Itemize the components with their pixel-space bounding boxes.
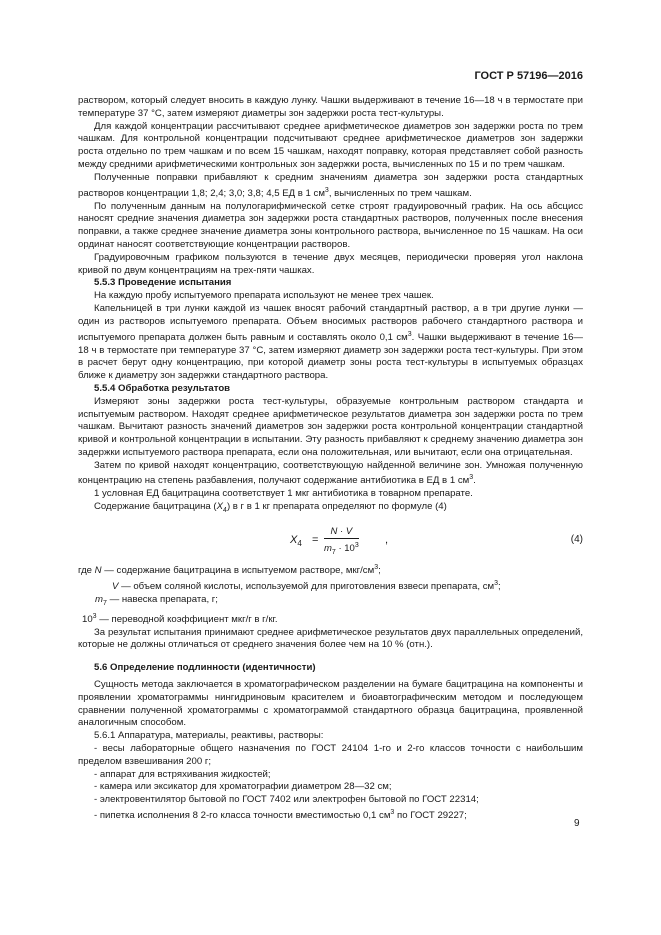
paragraph: По полученным данным на полулогарифмической сетке строят градуировочный график. На ось абсцисс наносят средние значения диаметра зон задержки роста стандартных растворов, полученных после внесения поправки, а также среднее значение диаметра зоны контрольного раствора, вычисленное по 15 чашкам. На оси ординат наносят соответствующие концентрации растворов. — [78, 200, 583, 250]
list-item: - пипетка исполнения 8 2-го класса точности вместимостью 0,1 $см^3$ по ГОСТ 29227; — [94, 808, 467, 822]
paragraph: Для каждой концентрации рассчитывают среднее арифметическое диаметров зон задержки роста по трем чашкам. Для контрольной концентрации подсчитывают среднее арифметическое диаметров зон задержки роста отдельно по трем чашкам и по всем 15 чашкам, находят поправку, которая представляет собой разность между средними арифметическими контрольных зон задержки роста, вычисленных по 15 и по трем чашкам. — [78, 120, 583, 170]
paragraph: Содержание бацитрацина $(X_4)$ в г в 1 кг препарата определяют по формуле (4) — [94, 501, 447, 515]
paragraph: Затем по кривой находят концентрацию, соответствующую найденной величине зон. Умножая полученную концентрацию на степень разбавления, получают содержание антибиотика в ЕД в 1 $см^3$. — [78, 459, 583, 487]
formula-lhs: $X_4$ — [290, 533, 302, 549]
list-item: - весы лабораторные общего назначения по ГОСТ 24104 1-го и 2-го классов точности с наибольшим пределом взвешивания 200 г; — [78, 743, 583, 767]
section-heading: 5.6 Определение подлинности (идентичности) — [94, 662, 316, 674]
paragraph: 1 условная ЕД бацитрацина соответствует 1 мкг антибиотика в товарном препарате. — [94, 488, 473, 500]
list-item: - камера или эксикатор для хроматографии диаметром 28—32 см; — [94, 781, 392, 793]
where-clause: $10^3$ — переводной коэффициент мкг/г в г/кг. — [82, 612, 278, 625]
paragraph: Градуировочным графиком пользуются в течение двух месяцев, периодически проверяя угол наклона кривой по двум концентрациям на трех-пяти чашках. — [78, 251, 583, 276]
list-item: - электровентилятор бытовой по ГОСТ 7402 или электрофен бытовой по ГОСТ 22314; — [94, 794, 479, 806]
list-item: - аппарат для встряхивания жидкостей; — [94, 768, 271, 780]
paragraph: раствором, который следует вносить в каждую лунку. Чашки выдерживают в течение 16—18 ч в термостате при температуре 37 °С, затем измеряют диаметры зон задержки роста тест-культуры. — [78, 95, 583, 119]
paragraph: Полученные поправки прибавляют к средним значениям диаметра зон задержки роста стандартных растворов концентрации 1,8; 2,4; 3,0; 3,8; 4,5 ЕД в 1 $см^3$, вычисленных по трем чашкам. — [78, 171, 583, 199]
formula-4: $X_4$ = $\frac{N \cdot V}{m_7 \cdot 10^3}$ , (4) — [78, 522, 583, 560]
paragraph: 5.6.1 Аппаратура, материалы, реактивы, растворы: — [94, 730, 324, 742]
where-clause: $m_7$ — навеска препарата, г; — [95, 593, 218, 607]
section-heading: 5.5.3 Проведение испытания — [94, 277, 232, 289]
formula-denominator: $m_7 \cdot 10^3$ — [324, 541, 359, 557]
formula-equals: = — [312, 533, 319, 546]
where-clause: V — объем соляной кислоты, используемой для приготовления взвеси препарата, $см^3$; — [112, 579, 501, 593]
document-body — [78, 95, 583, 823]
paragraph: На каждую пробу испытуемого препарата используют не менее трех чашек. — [94, 290, 434, 302]
paragraph: Сущность метода заключается в хроматографическом разделении на бумаге бацитрацина на компоненты и проявлении хроматограммы нингидриновым красителем и биоавтографическим методом и последующем сравнении полученной хроматограммы с хроматограммой стандартного образца бацитрацина, проявленной аналогичным способом. — [78, 679, 583, 729]
where-clause: где N — содержание бацитрацина в испытуемом растворе, мкг/$см^3$; — [78, 563, 381, 577]
formula-fraction — [324, 525, 359, 559]
paragraph: Измеряют зоны задержки роста тест-культуры, образуемые контрольным раствором стандарта и испытуемым раствором. Находят среднее арифметическое результатов диаметра зон задержки роста по трем чашкам. Вычитают разность значений диаметров зон задержки роста контрольной концентрации стандартной кривой и контрольной концентрации в испытании. Эту разность прибавляют к среднему значению диаметра зон задержки испытуемого раствора препарата, если она положительная, или вычитают, если она отрицательная. — [78, 395, 583, 458]
paragraph: Капельницей в три лунки каждой из чашек вносят рабочий стандартный раствор, а в три другие лунки — один из растворов испытуемого препарата. Объем вносимых растворов рабочего стандартного раствора и испытуемого препарата должен быть равным и составлять около 0,1 $см^3$. Чашки выдерживают в течение 16—18 ч в термостате при температуре 37 °С, затем измеряют диаметр зон задержки роста тест-культуры. При этом в расчет берут одну концентрацию, при которой диаметр зоны роста тест-культуры в испытуемых образцах ближе к диаметру зон задержки стандартного раствора. — [78, 302, 583, 382]
paragraph: За результат испытания принимают среднее арифметическое результатов двух параллельных определений, которые не должны отличаться от среднего значения более чем на 10 % (отн.). — [78, 626, 583, 651]
formula-numerator: N · V — [324, 525, 359, 539]
page-number: 9 — [574, 818, 580, 829]
section-heading: 5.5.4 Обработка результатов — [94, 382, 231, 394]
formula-number: (4) — [570, 533, 583, 545]
document-header: ГОСТ Р 57196—2016 — [474, 70, 583, 82]
